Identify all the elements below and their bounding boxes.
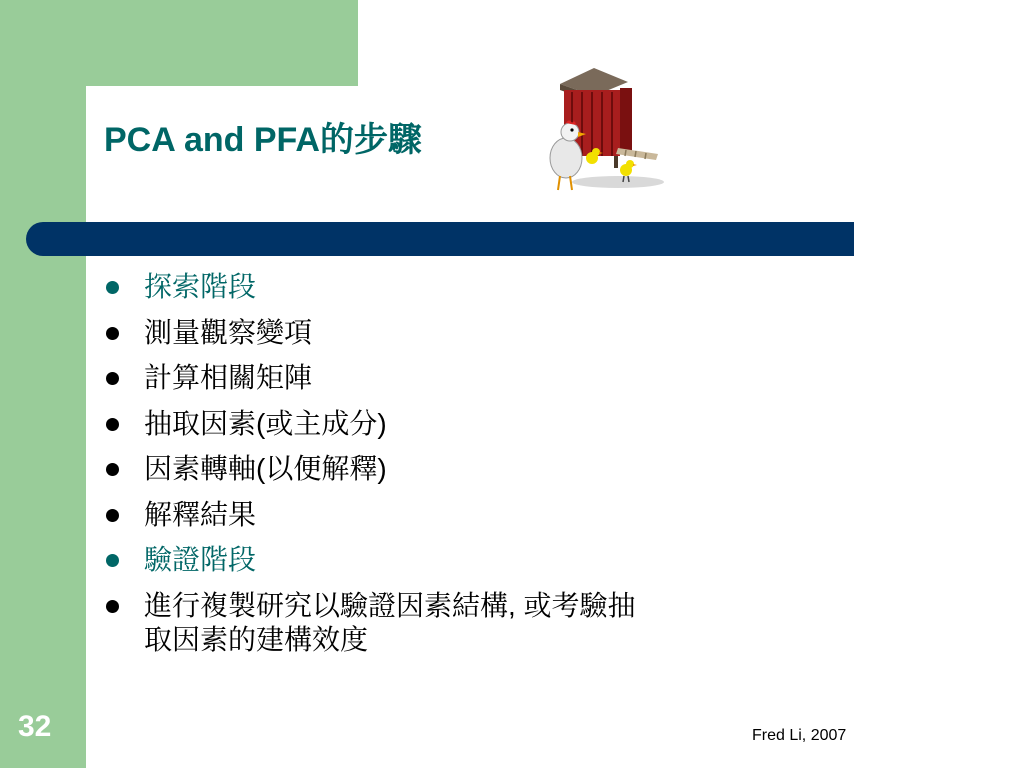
footer-credit: Fred Li, 2007 [752,727,847,744]
bullet-dot-icon [106,463,119,476]
bullet-text: 測量觀察變項 [144,316,313,348]
bullet-text: 解釋結果 [144,498,257,530]
bullet-dot-icon [106,509,119,522]
sidebar-green-strip [0,0,86,768]
bullet-item [104,316,744,350]
bullet-list [104,270,744,668]
page-number: 32 [18,710,52,743]
bullet-text: 探索階段 [144,271,257,302]
bullet-dot-icon [106,327,119,340]
bullet-text: 計算相關矩陣 [144,362,313,393]
bullet-item [104,270,744,304]
top-green-block [86,0,358,86]
bullet-item [104,543,744,577]
bullet-dot-icon [106,372,119,385]
bullet-item [104,452,744,486]
chicken-coop-icon [540,62,670,197]
bullet-text: 驗證階段 [144,544,257,575]
bullet-item [104,498,744,532]
bullet-dot-icon [106,281,119,294]
title-divider-bar [26,222,854,256]
bullet-dot-icon [106,600,119,613]
bullet-dot-icon [106,554,119,567]
bullet-item [104,361,744,395]
bullet-text: 進行複製研究以驗證因素結構, 或考驗抽取因素的建構效度 [144,589,636,655]
bullet-text: 抽取因素(或主成分) [144,407,387,439]
bullet-item [104,589,644,657]
bullet-dot-icon [106,418,119,431]
bullet-item [104,407,744,441]
bullet-text: 因素轉軸(以便解釋) [144,453,387,484]
slide-title: PCA and PFA的步驟 [104,121,422,159]
